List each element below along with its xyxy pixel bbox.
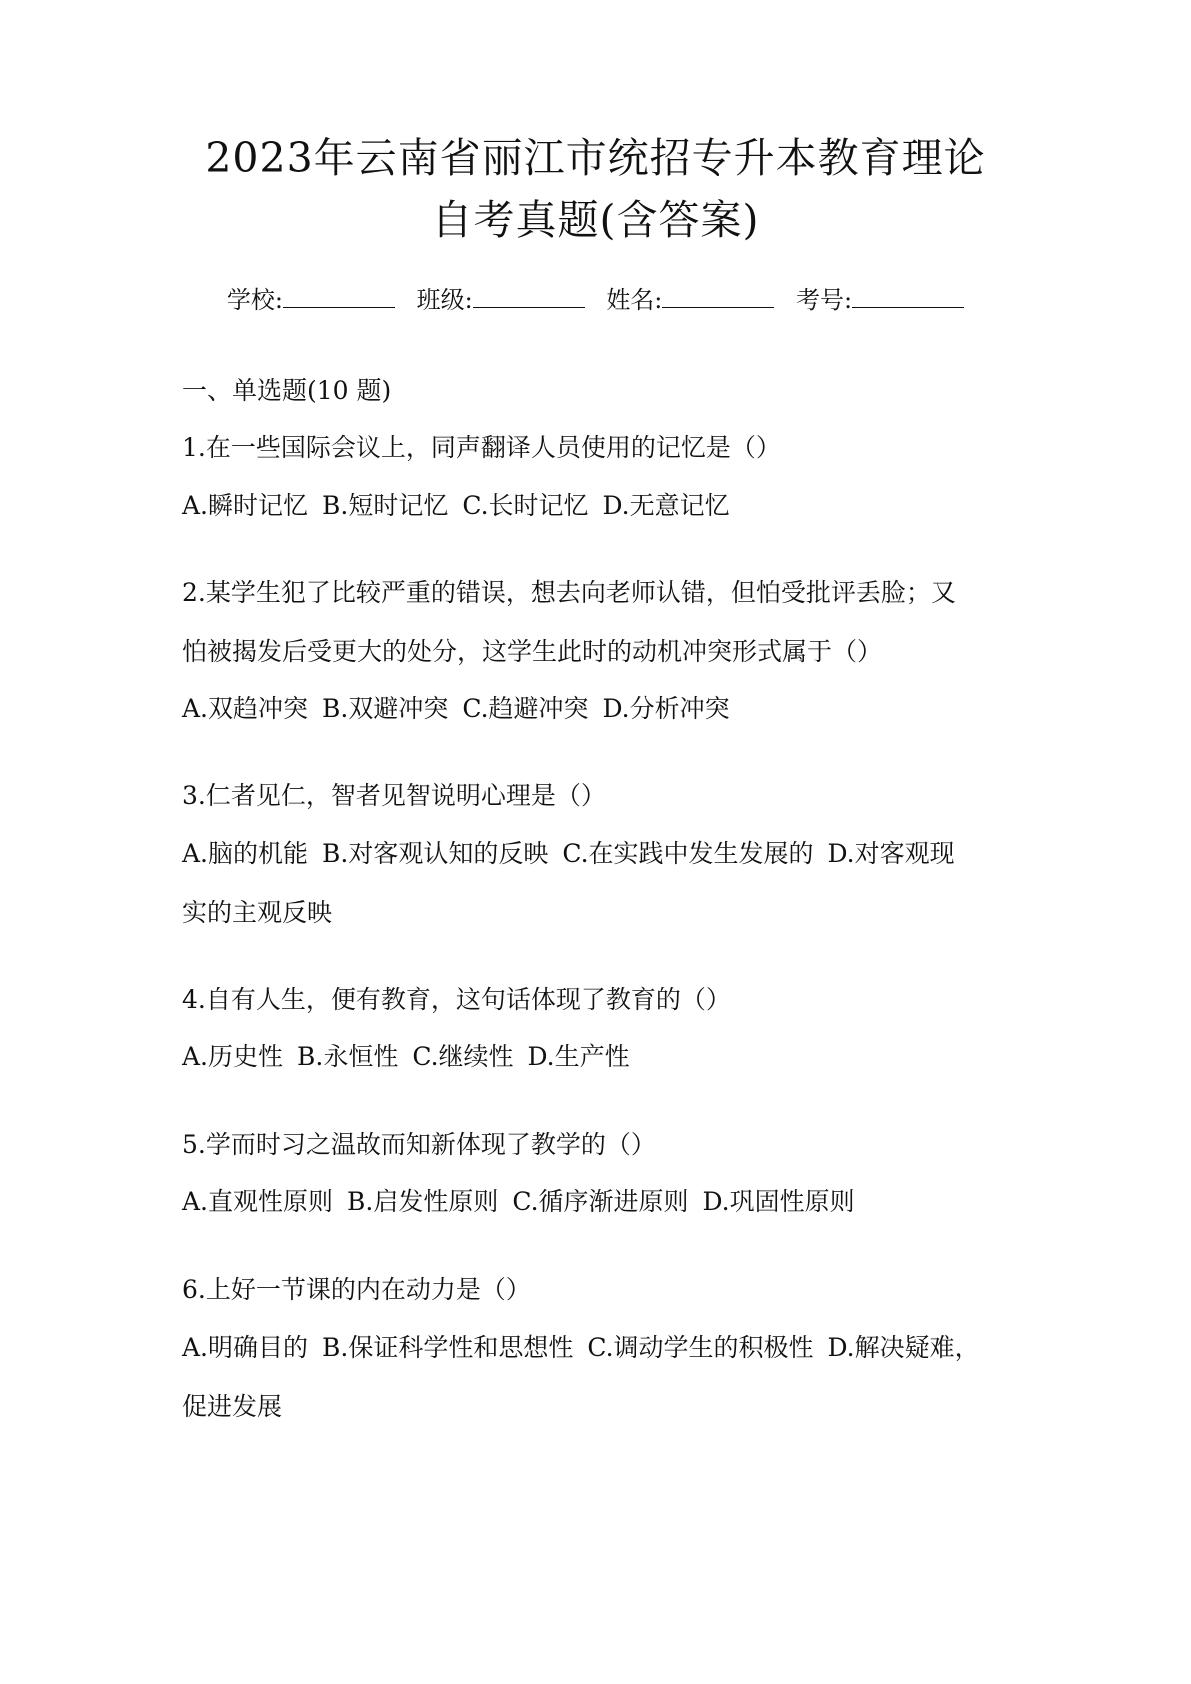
question-stem: 4.自有人生，便有教育，这句话体现了教育的（） (182, 985, 731, 1014)
question-stem: 3.仁者见仁，智者见智说明心理是（） (182, 781, 606, 810)
student-info-row (0, 283, 1191, 316)
option-a: A.瞬时记忆 (182, 491, 309, 520)
exam-number-field (796, 286, 964, 314)
question-options (182, 693, 744, 725)
question-stem: 5.学而时习之温故而知新体现了教学的（） (182, 1130, 656, 1159)
name-field (606, 286, 774, 314)
option-c: C.在实践中发生发展的 (562, 839, 814, 868)
exam-number-label: 考号: (796, 286, 853, 314)
option-a: A.脑的机能 (182, 839, 309, 868)
class-label: 班级: (416, 286, 473, 314)
option-b: B.永恒性 (297, 1042, 399, 1071)
option-c: C.循序渐进原则 (512, 1187, 689, 1216)
question-options-continued: 促进发展 (182, 1392, 283, 1421)
option-b: B.双避冲突 (322, 694, 449, 723)
option-a: A.直观性原则 (182, 1187, 334, 1216)
question-options (182, 1332, 980, 1364)
option-b: B.对客观认知的反映 (322, 839, 549, 868)
school-blank (283, 283, 395, 308)
option-b: B.保证科学性和思想性 (322, 1333, 574, 1362)
name-blank (662, 283, 774, 308)
option-b: B.短时记忆 (322, 491, 449, 520)
question-stem: 1.在一些国际会议上，同声翻译人员使用的记忆是（） (182, 433, 781, 462)
option-c: C.趋避冲突 (462, 694, 589, 723)
option-d: D.生产性 (527, 1042, 630, 1071)
option-a: A.双趋冲突 (182, 694, 309, 723)
option-d: D.解决疑难， (827, 1333, 980, 1362)
option-d: D.无意记忆 (602, 491, 730, 520)
option-b: B.启发性原则 (347, 1187, 499, 1216)
option-a: A.历史性 (182, 1042, 284, 1071)
class-blank (473, 283, 585, 308)
class-field (417, 286, 585, 314)
question-stem: 6.上好一节课的内在动力是（） (182, 1275, 531, 1304)
question-options-continued: 实的主观反映 (182, 898, 333, 927)
section-heading: 一、单选题(10 题) (182, 376, 392, 405)
question-options (182, 1041, 644, 1073)
school-field (227, 286, 395, 314)
question-stem-continued: 怕被揭发后受更大的处分，这学生此时的动机冲突形式属于（） (182, 637, 883, 666)
option-d: D.对客观现 (827, 839, 955, 868)
option-c: C.长时记忆 (462, 491, 589, 520)
document-title-line-2: 自考真题(含答案) (431, 196, 760, 244)
question-options (182, 490, 744, 522)
question-options (182, 838, 955, 870)
exam-number-blank (852, 283, 964, 308)
option-c: C.调动学生的积极性 (587, 1333, 814, 1362)
option-d: D.分析冲突 (602, 694, 730, 723)
school-label: 学校: (226, 286, 283, 314)
option-d: D.巩固性原则 (702, 1187, 855, 1216)
question-stem: 2.某学生犯了比较严重的错误，想去向老师认错，但怕受批评丢脸；又 (182, 578, 956, 607)
option-c: C.继续性 (412, 1042, 514, 1071)
question-options (182, 1186, 869, 1218)
name-label: 姓名: (606, 286, 663, 314)
document-title-line-1: 2023年云南省丽江市统招专升本教育理论 (205, 134, 986, 182)
option-a: A.明确目的 (182, 1333, 309, 1362)
